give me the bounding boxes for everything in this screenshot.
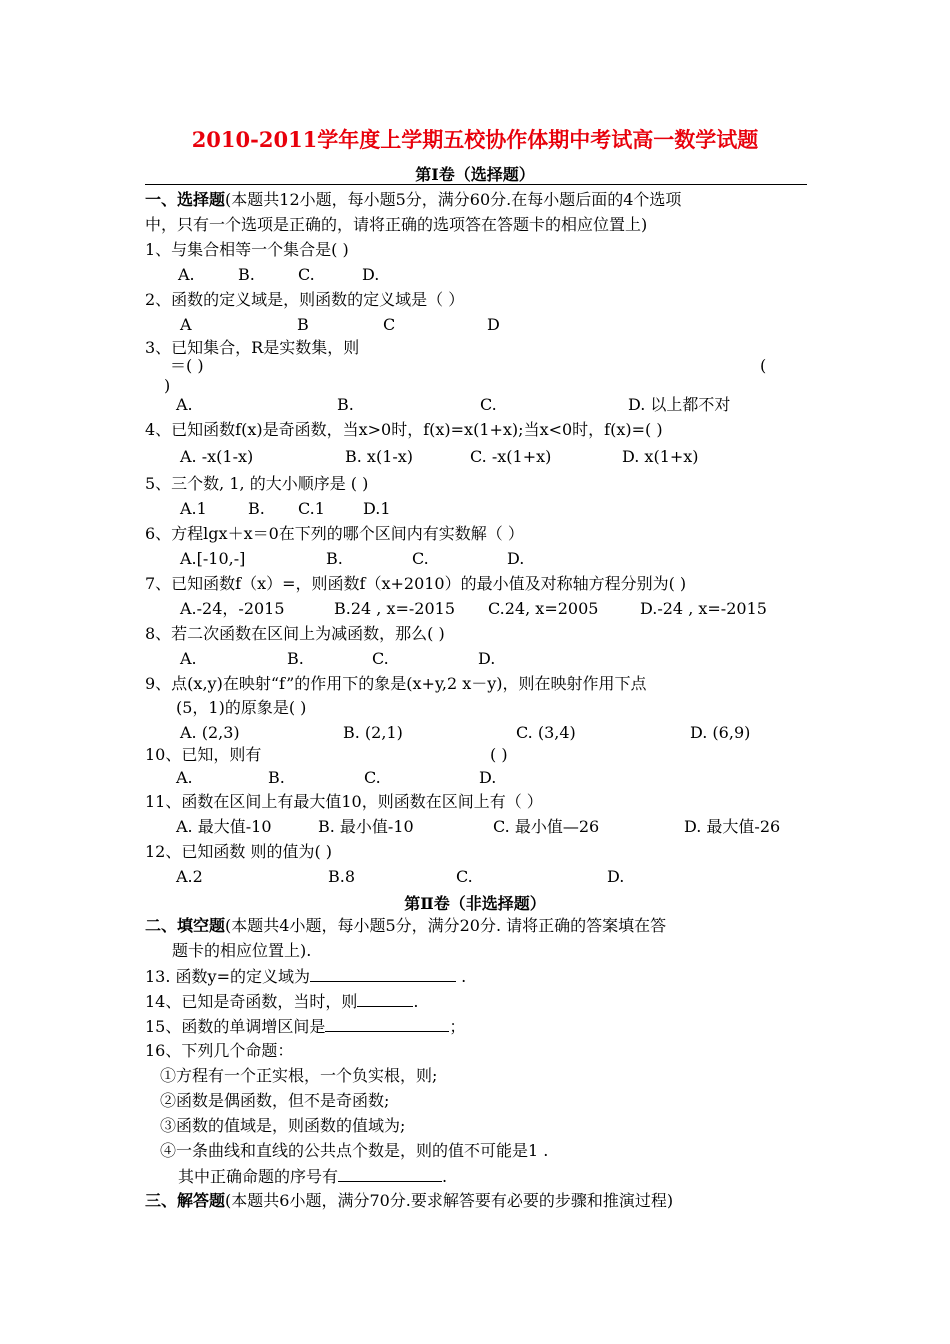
section2-label: 二、填空题 [145, 916, 226, 935]
q14-text: 14、已知是奇函数，当时，则 [145, 992, 358, 1011]
q16-answer-line [178, 1166, 447, 1187]
q4-option-b: B. x(1-x) [345, 447, 414, 466]
question-9: 9、点(x,y)在映射“f”的作用下的象是(x+y,2 x－y)，则在映射作用下点 [145, 674, 647, 693]
q11-option-d: D. 最大值-26 [684, 817, 781, 836]
q9-option-a: A. (2,3) [180, 723, 240, 742]
question-3: 3、已知集合，R是实数集，则 [145, 338, 360, 357]
q13-end: . [455, 967, 467, 986]
q15-text: 15、函数的单调增区间是 [145, 1017, 326, 1036]
q15-answer-blank[interactable] [325, 1016, 449, 1032]
q14-answer-blank[interactable] [357, 991, 413, 1007]
q12-option-b: B.8 [328, 867, 356, 886]
q1-option-c: C. [298, 265, 315, 284]
question-2: 2、函数的定义域是，则函数的定义域是（ ） [145, 290, 465, 309]
q6-option-a: A.[-10,-] [180, 549, 246, 568]
part1-heading: 第Ⅰ卷（选择题） [415, 165, 535, 184]
q13-text: 13. 函数y=的定义域为 [145, 967, 310, 986]
q16-prop-2: ②函数是偶函数，但不是奇函数; [160, 1091, 390, 1110]
q5-option-d: D.1 [363, 499, 391, 518]
section1-note: (本题共12小题，每小题5分，满分60分.在每小题后面的4个选项 [225, 190, 682, 209]
q16-answer-text: 其中正确命题的序号有 [178, 1167, 339, 1186]
q3-option-a: A. [176, 395, 193, 414]
q7-option-c: C.24, x=2005 [488, 599, 599, 618]
q7-option-d: D.-24 , x=-2015 [640, 599, 767, 618]
q16-answer-blank[interactable] [338, 1166, 442, 1182]
question-11: 11、函数在区间上有最大值10，则函数在区间上有（ ） [145, 792, 543, 811]
q10-option-a: A. [176, 768, 193, 787]
q13-answer-blank[interactable] [310, 966, 456, 982]
q4-option-a: A. -x(1-x) [180, 447, 254, 466]
q8-option-c: C. [372, 649, 389, 668]
q5-option-b: B. [248, 499, 265, 518]
heading-rule [145, 184, 807, 185]
q7-option-b: B.24 , x=-2015 [334, 599, 456, 618]
q11-option-b: B. 最小值-10 [318, 817, 414, 836]
exam-title: 2010-2011学年度上学期五校协作体期中考试高一数学试题 [191, 127, 759, 152]
q16-prop-3: ③函数的值域是，则函数的值域为; [160, 1116, 406, 1135]
q8-option-a: A. [180, 649, 197, 668]
q9-option-c: C. (3,4) [516, 723, 576, 742]
q11-option-a: A. 最大值-10 [176, 817, 272, 836]
question-8: 8、若二次函数在区间上为减函数，那么( ) [145, 624, 445, 643]
q10-option-b: B. [268, 768, 285, 787]
question-14 [145, 991, 418, 1012]
q2-option-c: C [383, 315, 396, 334]
q4-option-c: C. -x(1+x) [470, 447, 552, 466]
q12-option-d: D. [607, 867, 625, 886]
q10-option-d: D. [479, 768, 497, 787]
q9-option-b: B. (2,1) [343, 723, 403, 742]
q2-option-a: A [180, 315, 192, 334]
question-7: 7、已知函数f（x）=，则函数f（x+2010）的最小值及对称轴方程分别为( ) [145, 574, 687, 593]
question-10: 10、已知，则有 [145, 745, 262, 764]
q7-option-a: A.-24，-2015 [180, 599, 285, 618]
section2-note: (本题共4小题，每小题5分，满分20分. 请将正确的答案填在答 [225, 916, 667, 935]
q3-option-d: D. 以上都不对 [628, 395, 731, 414]
question-13 [145, 966, 466, 987]
part2-heading: 第Ⅱ卷（非选择题） [404, 894, 546, 913]
q12-option-c: C. [456, 867, 473, 886]
question-9-line2: (5，1)的原象是( ) [176, 698, 307, 717]
q3-paren-close: ) [164, 376, 171, 395]
section3-label: 三、解答题 [145, 1191, 226, 1210]
q6-option-d: D. [507, 549, 525, 568]
section2-note-line2: 题卡的相应位置上). [172, 941, 312, 960]
q1-option-b: B. [238, 265, 255, 284]
q16-end: . [442, 1167, 448, 1186]
question-5: 5、三个数, 1, 的大小顺序是 ( ) [145, 474, 369, 493]
q5-option-c: C.1 [298, 499, 325, 518]
section3-note: (本题共6小题，满分70分.要求解答要有必要的步骤和推演过程) [225, 1191, 674, 1210]
q6-option-b: B. [326, 549, 343, 568]
q9-option-d: D. (6,9) [690, 723, 751, 742]
question-6: 6、方程lgx＋x＝0在下列的哪个区间内有实数解（ ） [145, 524, 524, 543]
q12-option-a: A.2 [176, 867, 203, 886]
q14-end: . [413, 992, 419, 1011]
q4-option-d: D. x(1+x) [622, 447, 699, 466]
question-12: 12、已知函数 则的值为( ) [145, 842, 333, 861]
q2-option-d: D [487, 315, 500, 334]
q6-option-c: C. [412, 549, 429, 568]
q16-prop-4: ④一条曲线和直线的公共点个数是，则的值不可能是1 . [160, 1141, 549, 1160]
q5-option-a: A.1 [180, 499, 207, 518]
q8-option-d: D. [478, 649, 496, 668]
question-1: 1、与集合相等一个集合是( ) [145, 240, 349, 259]
question-4: 4、已知函数f(x)是奇函数，当x>0时，f(x)=x(1+x);当x<0时，f(x)=( ) [145, 420, 663, 439]
q10-option-c: C. [364, 768, 381, 787]
section1-label: 一、选择题 [145, 190, 226, 209]
section3-header [145, 1191, 673, 1211]
q3-option-c: C. [480, 395, 497, 414]
question-15 [145, 1016, 465, 1037]
q10-paren: ( ) [490, 745, 508, 764]
section1-header [145, 190, 681, 210]
q3-option-b: B. [337, 395, 354, 414]
question-3-line2: ＝( ) [170, 356, 204, 375]
question-16: 16、下列几个命题： [145, 1041, 294, 1060]
section2-header [145, 916, 666, 936]
q1-option-a: A. [178, 265, 195, 284]
q15-end: ； [449, 1017, 466, 1036]
q16-prop-1: ①方程有一个正实根，一个负实根，则; [160, 1066, 438, 1085]
q11-option-c: C. 最小值—26 [493, 817, 600, 836]
section1-note-line2: 中，只有一个选项是正确的，请将正确的选项答在答题卡的相应位置上) [145, 215, 648, 234]
q2-option-b: B [297, 315, 309, 334]
q3-paren-open: ( [760, 356, 767, 375]
q1-option-d: D. [362, 265, 380, 284]
q8-option-b: B. [287, 649, 304, 668]
